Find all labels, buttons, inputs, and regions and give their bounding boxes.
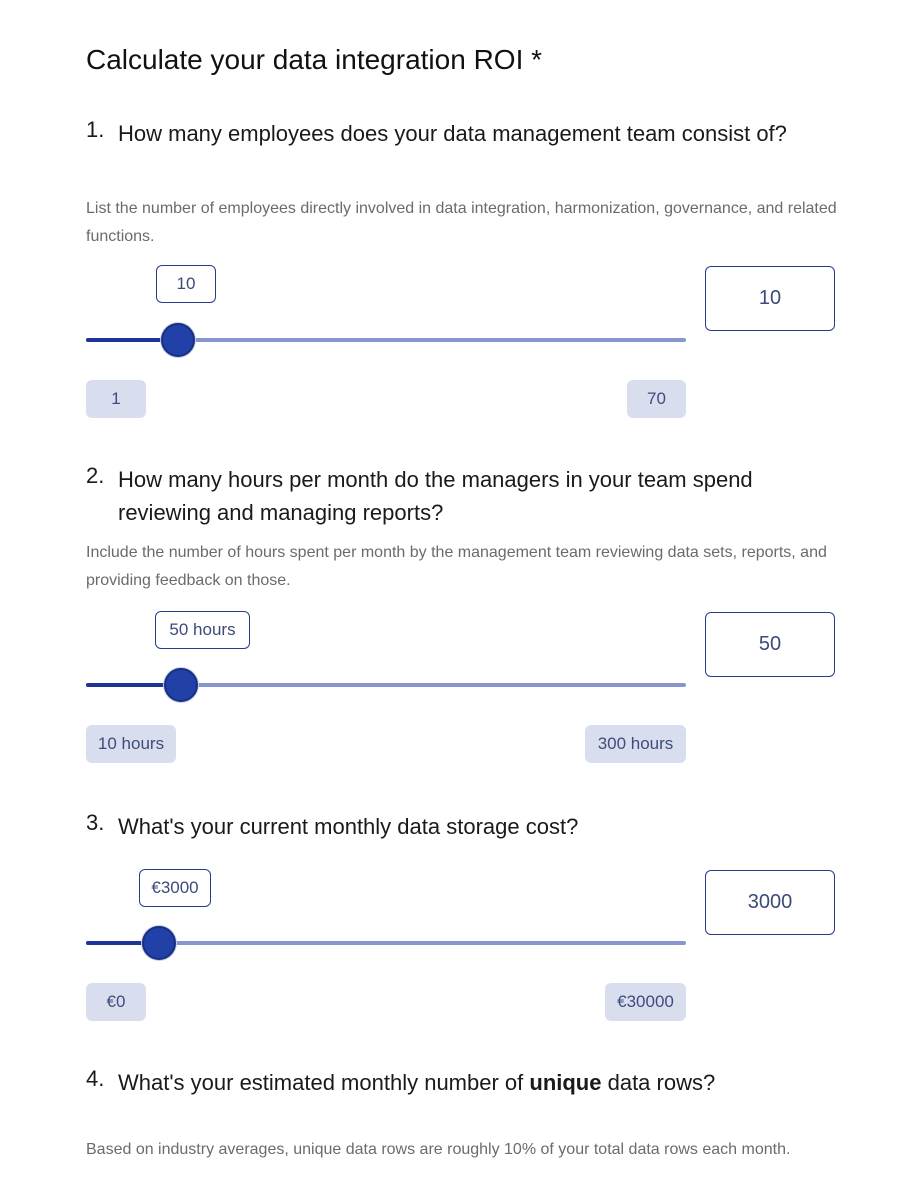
slider-value-label: 50 hours [155, 611, 250, 649]
question-text-emphasis: unique [529, 1070, 602, 1095]
question-description: Based on industry averages, unique data rows are roughly 10% of your total data rows each month. [86, 1141, 791, 1158]
slider-value-label: €3000 [139, 869, 211, 907]
employees-input[interactable] [705, 266, 835, 331]
question-text-after: data rows? [601, 1070, 716, 1095]
slider-max-label: 300 hours [585, 725, 686, 763]
question-text [118, 1066, 858, 1099]
slider-min-label: 1 [86, 380, 146, 418]
slider-min-label: €0 [86, 983, 146, 1021]
question-text: How many hours per month do the managers in your team spend reviewing and managing reports? [118, 467, 753, 525]
question-number: 3. [86, 810, 105, 835]
slider-track[interactable] [86, 941, 686, 945]
question-number: 1. [86, 117, 105, 142]
storage-cost-input[interactable] [705, 870, 835, 935]
question-number: 2. [86, 463, 105, 488]
page-title: Calculate your data integration ROI * [86, 44, 543, 75]
slider-thumb[interactable] [142, 926, 176, 960]
question-description: Include the number of hours spent per month by the management team reviewing data sets, reports, and providing feedback on those. [86, 544, 827, 589]
question-text: What's your current monthly data storage cost? [118, 814, 579, 839]
slider-max-label: €30000 [605, 983, 686, 1021]
hours-input[interactable] [705, 612, 835, 677]
question-text-before: What's your estimated monthly number of [118, 1070, 530, 1095]
question-number: 4. [86, 1066, 105, 1091]
question-description: List the number of employees directly involved in data integration, harmonization, governance, and related functions. [86, 200, 837, 245]
slider-value-label: 10 [156, 265, 216, 303]
slider-max-label: 70 [627, 380, 686, 418]
slider-thumb[interactable] [161, 323, 195, 357]
question-text: How many employees does your data management team consist of? [118, 121, 787, 146]
slider-thumb[interactable] [164, 668, 198, 702]
slider-min-label: 10 hours [86, 725, 176, 763]
